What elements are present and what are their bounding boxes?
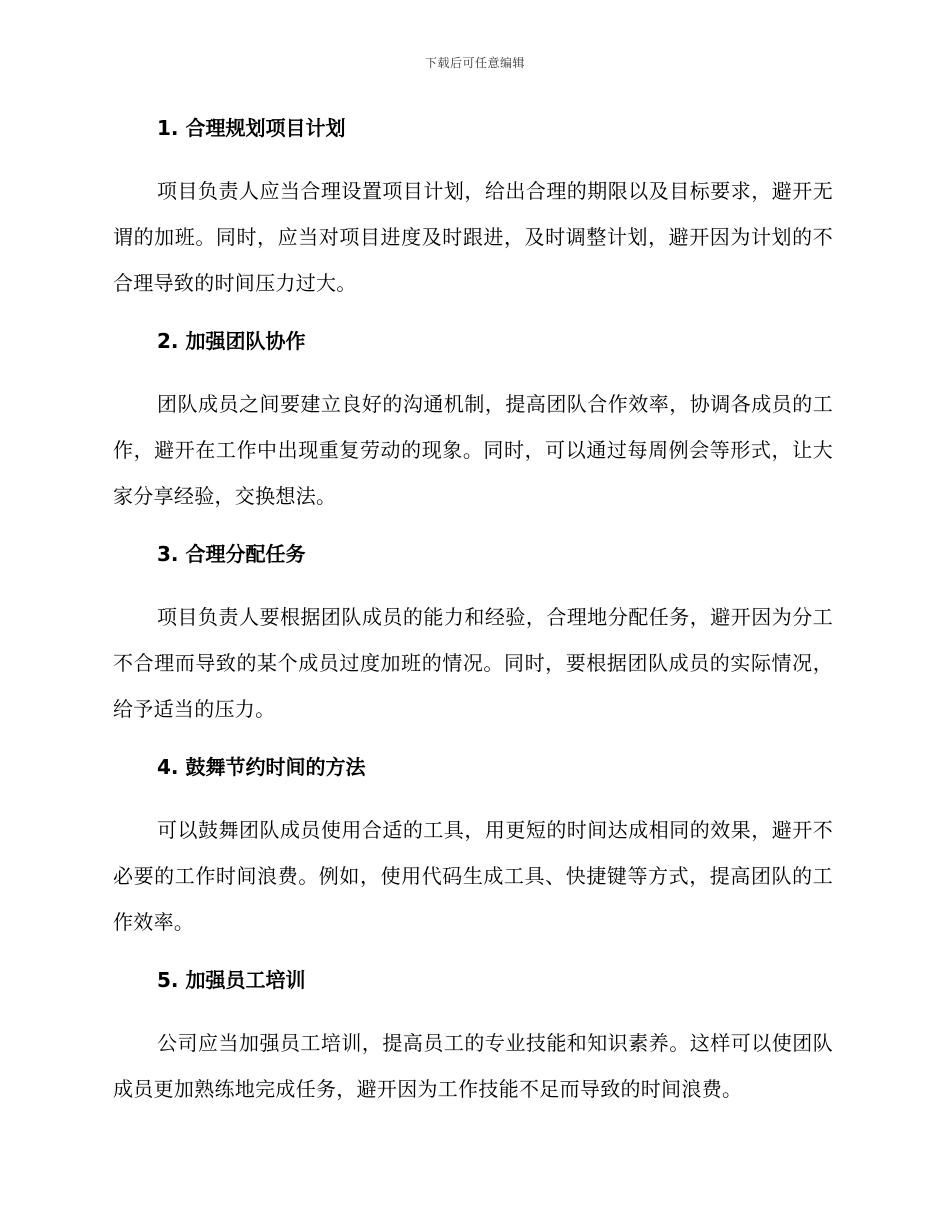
section-body: 公司应当加强员工培训，提高员工的专业技能和知识素养。这样可以使团队成员更加熟练地完成任务，避开因为工作技能不足而导致的时间浪费。 (113, 1031, 833, 1101)
section-body: 可以鼓舞团队成员使用合适的工具，用更短的时间达成相同的效果，避开不必要的工作时间浪费。例如，使用代码生成工具、快捷键等方式，提高团队的工作效率。 (113, 818, 833, 934)
section-heading: 5. 加强员工培训 (157, 968, 306, 992)
section-heading: 1. 合理规划项目计划 (157, 116, 346, 140)
section-heading: 4. 鼓舞节约时间的方法 (157, 755, 366, 779)
document-content (113, 112, 833, 1131)
section-4 (113, 751, 833, 945)
section-body: 团队成员之间要建立良好的沟通机制，提高团队合作效率，协调各成员的工作，避开在工作中出现重复劳动的现象。同时，可以通过每周例会等形式，让大家分享经验，交换想法。 (113, 392, 833, 508)
section-body: 项目负责人要根据团队成员的能力和经验，合理地分配任务，避开因为分工不合理而导致的某个成员过度加班的情况。同时，要根据团队成员的实际情况，给予适当的压力。 (113, 605, 833, 721)
section-5 (113, 964, 833, 1112)
section-body: 项目负责人应当合理设置项目计划，给出合理的期限以及目标要求，避开无谓的加班。同时，应当对项目进度及时跟进，及时调整计划，避开因为计划的不合理导致的时间压力过大。 (113, 179, 833, 295)
section-heading: 2. 加强团队协作 (157, 329, 306, 353)
section-1 (113, 112, 833, 306)
header-note: 下载后可任意编辑 (424, 56, 525, 70)
section-2 (113, 325, 833, 519)
section-heading: 3. 合理分配任务 (157, 542, 306, 566)
section-3 (113, 538, 833, 732)
